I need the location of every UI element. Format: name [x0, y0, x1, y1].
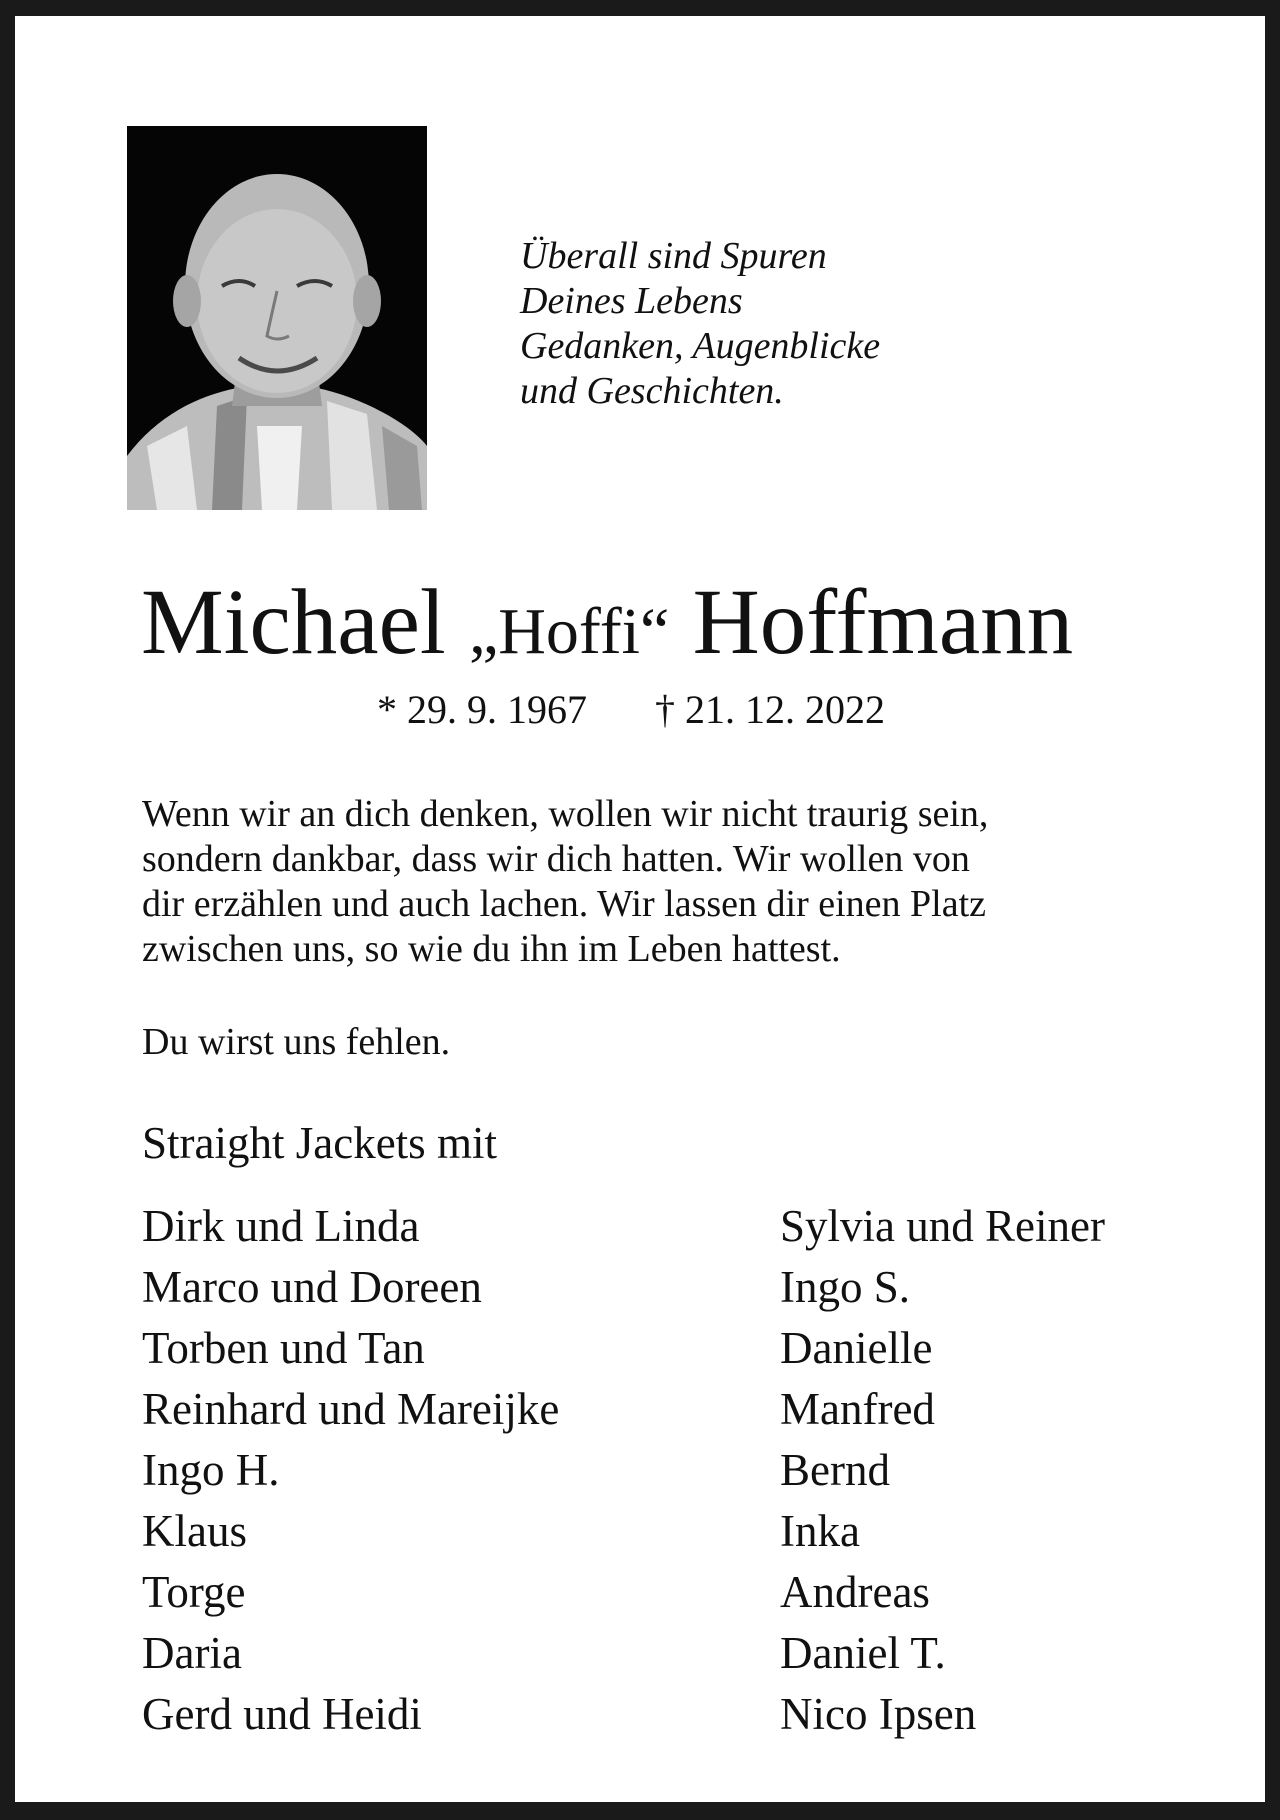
- signature-name: Sylvia und Reiner: [780, 1201, 1105, 1251]
- group-name: Straight Jackets mit: [142, 1118, 497, 1168]
- signature-name: Daniel T.: [780, 1628, 946, 1678]
- signatures-left-column: [142, 1196, 559, 1745]
- poem: [520, 234, 880, 414]
- signature-name: Manfred: [780, 1384, 935, 1434]
- signatures-right-column: [780, 1196, 1105, 1745]
- last-name: Hoffmann: [692, 571, 1074, 674]
- poem-line: Deines Lebens: [520, 280, 743, 322]
- poem-line: Gedanken, Augenblicke: [520, 325, 881, 367]
- signature-name: Reinhard und Mareijke: [142, 1384, 560, 1434]
- signature-name: Bernd: [780, 1445, 890, 1495]
- deceased-name: [141, 568, 1073, 687]
- signature-name: Marco und Doreen: [142, 1262, 482, 1312]
- portrait-photo: [127, 126, 427, 510]
- poem-line: Überall sind Spuren: [520, 235, 827, 277]
- birth-date: * 29. 9. 1967: [377, 687, 587, 732]
- signature-name: Torge: [142, 1567, 246, 1617]
- signature-name: Nico Ipsen: [780, 1689, 977, 1739]
- signature-name: Torben und Tan: [142, 1323, 425, 1373]
- signature-name: Andreas: [780, 1567, 930, 1617]
- poem-line: und Geschichten.: [520, 370, 784, 412]
- signature-name: Dirk und Linda: [142, 1201, 420, 1251]
- text-line: dir erzählen und auch lachen. Wir lassen dir einen Platz: [142, 883, 986, 925]
- signature-name: Danielle: [780, 1323, 933, 1373]
- text-line: zwischen uns, so wie du ihn im Leben hattest.: [142, 928, 841, 970]
- nickname: „Hoffi“: [468, 595, 670, 668]
- life-dates: [377, 686, 885, 734]
- signature-name: Gerd und Heidi: [142, 1689, 422, 1739]
- first-name: Michael: [141, 571, 446, 674]
- closing-line: Du wirst uns fehlen.: [142, 1021, 451, 1063]
- text-line: Wenn wir an dich denken, wollen wir nicht traurig sein,: [142, 793, 989, 835]
- memorial-text: [142, 792, 988, 972]
- death-date: † 21. 12. 2022: [655, 687, 885, 732]
- signature-name: Klaus: [142, 1506, 247, 1556]
- signature-name: Daria: [142, 1628, 242, 1678]
- signature-name: Ingo H.: [142, 1445, 280, 1495]
- portrait-image: [127, 126, 427, 510]
- signature-name: Inka: [780, 1506, 860, 1556]
- text-line: sondern dankbar, dass wir dich hatten. Wir wollen von: [142, 838, 970, 880]
- signature-name: Ingo S.: [780, 1262, 911, 1312]
